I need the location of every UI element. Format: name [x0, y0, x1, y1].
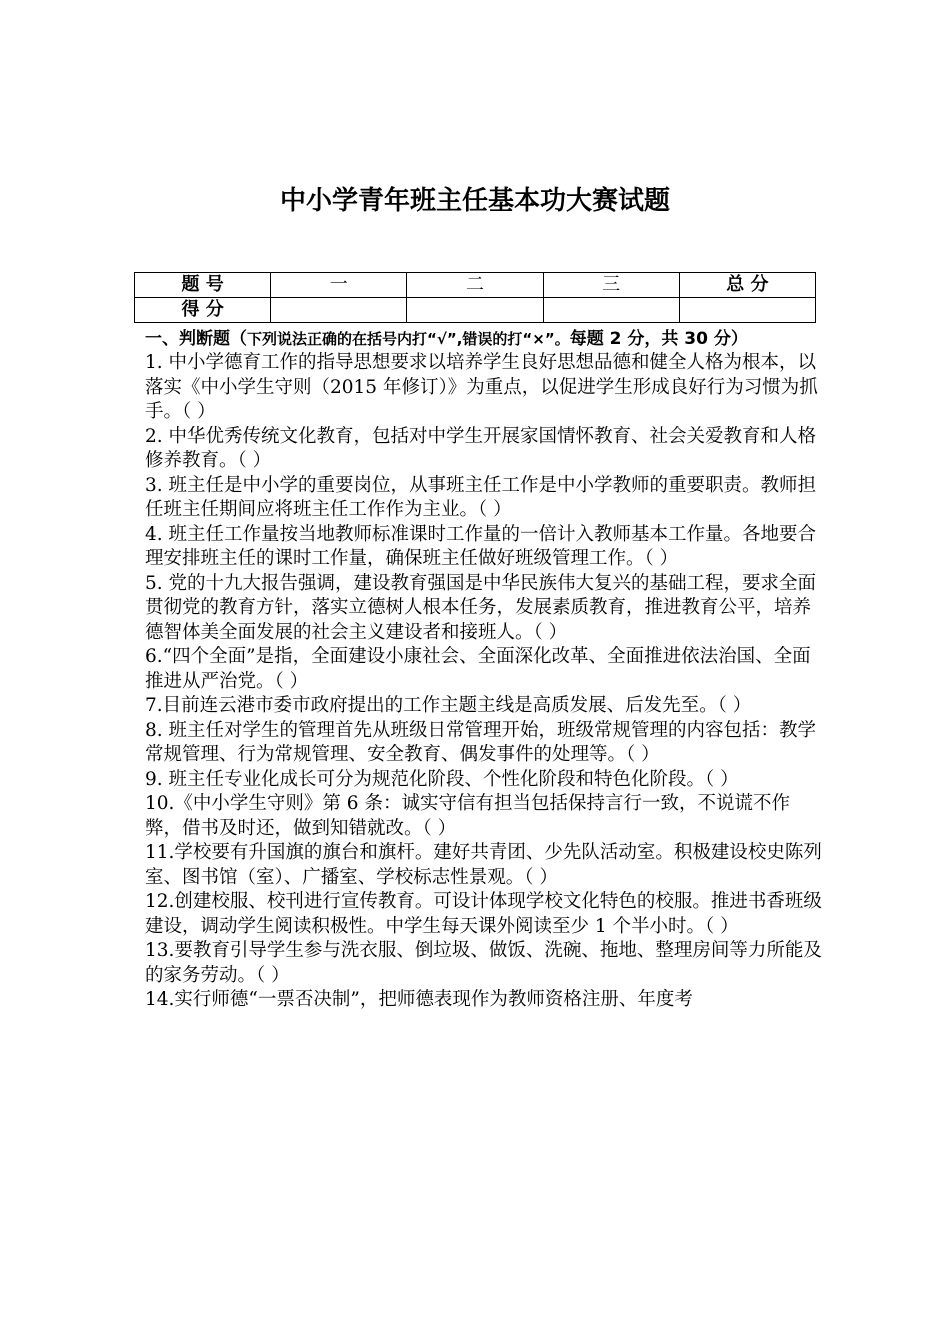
header-cell: 总 分 [679, 273, 815, 298]
question-item: 10.《中小学生守则》第 6 条：诚实守信有担当包括保持言行一致，不说谎不作弊，借书及时还，做到知错就改。（ ） [145, 793, 790, 839]
question-item: 14.实行师德“一票否决制”，把师德表现作为教师资格注册、年度考 [145, 989, 693, 1010]
section-instruction: 下列说法正确的在括号内打“√”,错误的打“×”。 [247, 330, 570, 348]
question-item: 3. 班主任是中小学的重要岗位，从事班主任工作是中小学教师的重要职责。教师担任班主任期间应将班主任工作作为主业。（ ） [145, 474, 817, 520]
header-cell: 一 [271, 273, 407, 298]
score-cell [271, 298, 407, 323]
score-table [134, 272, 816, 323]
question-item: 1. 中小学德育工作的指导思想要求以培养学生良好思想品德和健全人格为根本，以落实《中小学生守则（2015 年修订）》为重点，以促进学生形成良好行为习惯为抓手。（ ） [145, 352, 818, 422]
header-cell: 题 号 [135, 273, 271, 298]
score-cell [679, 298, 815, 323]
section-points: 每题 2 分，共 30 分） [569, 329, 748, 349]
question-item: 7.目前连云港市委市政府提出的工作主题主线是高质发展、后发先至。（ ） [145, 695, 752, 716]
page-title: 中小学青年班主任基本功大赛试题 [279, 186, 670, 216]
section-heading-title: 一、判断题（ [145, 329, 247, 349]
question-item: 9. 班主任专业化成长可分为规范化阶段、个性化阶段和特色化阶段。（ ） [145, 768, 739, 790]
score-table-header-row [135, 273, 816, 298]
question-item: 8. 班主任对学生的管理首先从班级日常管理开始，班级常规管理的内容包括：教学常规管理、行为常规管理、安全教育、偶发事件的处理等。（ ） [145, 719, 817, 765]
question-item: 12.创建校服、校刊进行宣传教育。可设计体现学校文化特色的校服。推进书香班级建设，调动学生阅读积极性。中学生每天课外阅读至少 1 个半小时。（ ） [145, 891, 822, 937]
score-cell [543, 298, 679, 323]
questions-section [145, 327, 825, 1013]
question-item: 5. 党的十九大报告强调，建设教育强国是中华民族伟大复兴的基础工程，要求全面贯彻党的教育方针，落实立德树人根本任务，发展素质教育，推进教育公平，培养德智体美全面发展的社会主义建设者和接班人。（ ） [145, 572, 817, 643]
question-item: 13.要教育引导学生参与洗衣服、倒垃圾、做饭、洗碗、拖地、整理房间等力所能及的家务劳动。（ ） [145, 940, 822, 986]
question-item: 2. 中华优秀传统文化教育，包括对中学生开展家国情怀教育、社会关爱教育和人格修养教育。（ ） [145, 425, 817, 471]
score-cell [407, 298, 543, 323]
header-cell: 二 [407, 273, 543, 298]
question-item: 11.学校要有升国旗的旗台和旗杆。建好共青团、少先队活动室。积极建设校史陈列室、图书馆（室）、广播室、学校标志性景观。（ ） [145, 842, 822, 888]
question-item: 6.“四个全面”是指，全面建设小康社会、全面深化改革、全面推进依法治国、全面推进从严治党。（ ） [145, 646, 811, 692]
score-table-score-row [135, 298, 816, 323]
header-cell: 三 [543, 273, 679, 298]
row-label-cell: 得 分 [135, 298, 271, 323]
section-heading [145, 327, 825, 351]
question-item: 4. 班主任工作量按当地教师标准课时工作量的一倍计入教师基本工作量。各地要合理安排班主任的课时工作量，确保班主任做好班级管理工作。（ ） [145, 523, 817, 569]
